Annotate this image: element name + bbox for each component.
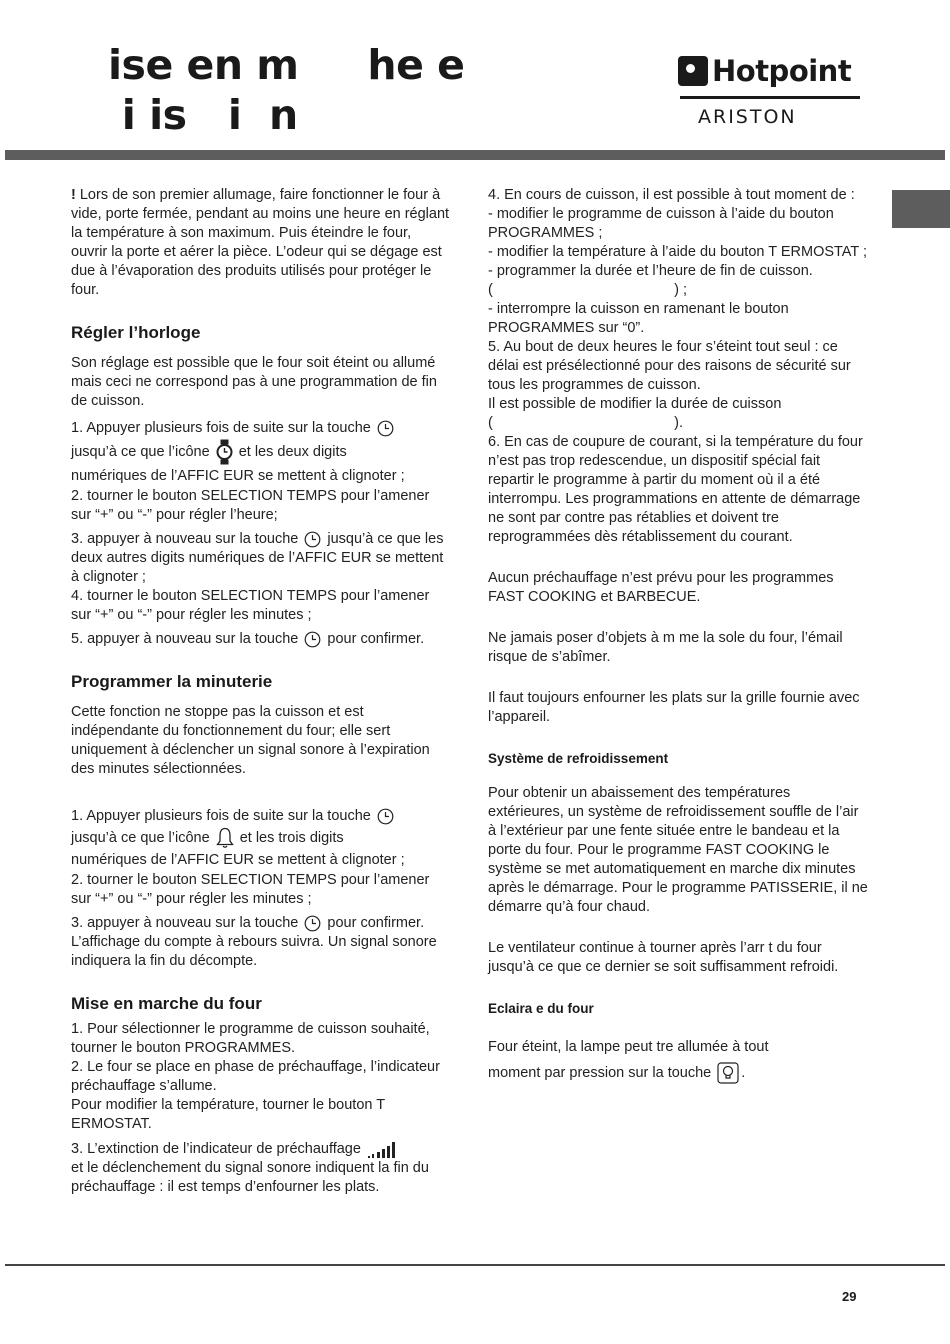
light-text: Four éteint, la lampe peut tre allumée à tout moment par pression sur la touche . bbox=[488, 1034, 868, 1086]
timer-note: Cette fonction ne stoppe pas la cuisson et est indépendante du fonctionnement du four; elle sert uniquement à déclencher un signal sonore à l’expiration des minutes sélectionnées. bbox=[71, 704, 430, 777]
cooking-step-4b: - modifier la température à l’aide du bouton T ERMOSTAT ; bbox=[488, 244, 868, 260]
clock-icon bbox=[304, 915, 321, 932]
clock-step-2: 2. tourner le bouton SELECTION TEMPS pour l’amener sur “+” ou “-” pour régler l’heure; bbox=[71, 488, 430, 523]
note-grille: Il faut toujours enfourner les plats sur la grille fournie avec l’appareil. bbox=[488, 690, 860, 725]
watch-icon bbox=[216, 439, 233, 465]
cooking-step-4: 4. En cours de cuisson, il est possible à tout moment de : bbox=[488, 187, 855, 203]
preheat-bars-icon bbox=[367, 1139, 399, 1159]
light-heading: Eclaira e du four bbox=[488, 1001, 594, 1016]
logo-mark-icon bbox=[678, 56, 708, 86]
clock-step-4: 4. tourner le bouton SELECTION TEMPS pour l’amener sur “+” ou “-” pour régler les minutes ; bbox=[71, 588, 430, 623]
intro-text: Lors de son premier allumage, faire fonctionner le four à vide, porte fermée, pendant au moins une heure en réglant la température à son maximum. Puis éteindre le four, ouvrir la porte et aérer la pièce. L’odeur qui se dégage est due à l’évaporation des produits utilisés pour protéger le four. bbox=[71, 187, 450, 298]
logo-brand-name: Hotpoint bbox=[712, 54, 852, 88]
clock-icon bbox=[377, 808, 394, 825]
footer-divider bbox=[5, 1264, 945, 1266]
cooking-step-6: 6. En cas de coupure de courant, si la température du four n’est pas trop redescendue, un dispositif spécial fait repartir le programme à partir du moment où il a été interrompu. Les programmations en attente de démarrage ne sont par contre pas rétablies et doivent tre reprogrammées dès rétablissement du courant. bbox=[488, 434, 863, 545]
cooking-step-4c-paren: ( ) ; bbox=[488, 282, 687, 298]
logo-rule bbox=[680, 96, 860, 99]
cooking-step-4a: - modifier le programme de cuisson à l’aide du bouton PROGRAMMES ; bbox=[488, 206, 834, 241]
warning-mark: ! bbox=[71, 187, 76, 203]
start-heading: Mise en marche du four bbox=[71, 994, 262, 1014]
start-step-3: 3. L’extinction de l’indicateur de préchauffage et le déclenchement du signal sonore indiquent la fin du préchauffage : il est temps d’enfourner les plats. bbox=[71, 1141, 429, 1196]
header-divider bbox=[5, 150, 945, 160]
start-step-2: 2. Le four se place en phase de préchauffage, l’indicateur préchauffage s’allume. bbox=[71, 1059, 440, 1095]
cooking-step-5b: Il est possible de modifier la durée de cuisson bbox=[488, 396, 782, 412]
intro-warning bbox=[71, 186, 451, 300]
page-number: 29 bbox=[842, 1289, 857, 1304]
logo-sub: ARISTON bbox=[698, 106, 797, 128]
clock-note: Son réglage est possible que le four soit éteint ou allumé mais ceci ne correspond pas à une programmation de fin de cuisson. bbox=[71, 355, 437, 409]
bell-icon bbox=[216, 827, 234, 849]
page-title: ise en m he e i is i n bbox=[108, 41, 465, 139]
clock-icon bbox=[304, 531, 321, 548]
note-preheat: Aucun préchauffage n’est prévu pour les programmes FAST COOKING et BARBECUE. bbox=[488, 570, 834, 605]
cooking-step-4c: - programmer la durée et l’heure de fin de cuisson. bbox=[488, 263, 813, 279]
cooking-step-5: 5. Au bout de deux heures le four s’éteint tout seul : ce délai est présélectionné pour des raisons de sécurité sur tous les programmes de cuisson. bbox=[488, 339, 851, 393]
cooling-heading: Système de refroidissement bbox=[488, 751, 669, 766]
timer-countdown-note: L’affichage du compte à rebours suivra. Un signal sonore indiquera la fin du décompte. bbox=[71, 934, 437, 970]
left-column bbox=[71, 186, 451, 1197]
clock-step-5: 5. appuyer à nouveau sur la touche pour confirmer. bbox=[71, 631, 425, 647]
clock-icon bbox=[377, 420, 394, 437]
right-column bbox=[488, 186, 868, 1086]
clock-icon bbox=[304, 631, 321, 648]
logo-brand bbox=[678, 54, 851, 88]
start-step-2b: Pour modifier la température, tourner le bouton T ERMOSTAT. bbox=[71, 1097, 385, 1133]
note-sole: Ne jamais poser d’objets à m me la sole du four, l’émail risque de s’abîmer. bbox=[488, 630, 843, 665]
start-step-1: 1. Pour sélectionner le programme de cuisson souhaité, tourner le bouton PROGRAMMES. bbox=[71, 1021, 430, 1057]
timer-step-2: 2. tourner le bouton SELECTION TEMPS pour l’amener sur “+” ou “-” pour régler les minutes ; bbox=[71, 872, 430, 908]
timer-step-3: 3. appuyer à nouveau sur la touche pour confirmer. bbox=[71, 915, 425, 932]
cooking-step-4d: - interrompre la cuisson en ramenant le bouton PROGRAMMES sur “0”. bbox=[488, 301, 789, 336]
language-side-tab bbox=[892, 190, 950, 228]
clock-heading: Régler l’horloge bbox=[71, 323, 201, 342]
timer-step-1: 1. Appuyer plusieurs fois de suite sur la touche jusqu’à ce que l’icône et les trois digits numériques de l’AFFIC EUR se mettent à clignoter ; bbox=[71, 808, 405, 869]
bulb-icon bbox=[717, 1062, 739, 1084]
timer-heading: Programmer la minuterie bbox=[71, 672, 273, 691]
clock-step-3: 3. appuyer à nouveau sur la touche jusqu’à ce que les deux autres digits numériques de l’AFFIC EUR se mettent à clignoter ; bbox=[71, 531, 444, 585]
hotpoint-ariston-logo bbox=[678, 54, 863, 130]
cooling-text: Pour obtenir un abaissement des températures extérieures, un système de refroidissement souffle de l’air à l’extérieur par une fente située entre le bandeau et la porte du four. Pour le programme FAST COOKING le système se met automatiquement en marche dix minutes après le démarrage. Pour le programme PATISSERIE, il ne démarre qu’à four chaud. bbox=[488, 785, 868, 915]
cooking-step-5c: ( ). bbox=[488, 415, 683, 431]
clock-step-1: 1. Appuyer plusieurs fois de suite sur la touche jusqu’à ce que l’icône et les deux digits numériques de l’AFFIC EUR se mettent à clignoter ; bbox=[71, 420, 405, 484]
cooling-note: Le ventilateur continue à tourner après l’arr t du four jusqu’à ce que ce dernier se soit suffisamment refroidi. bbox=[488, 940, 839, 975]
